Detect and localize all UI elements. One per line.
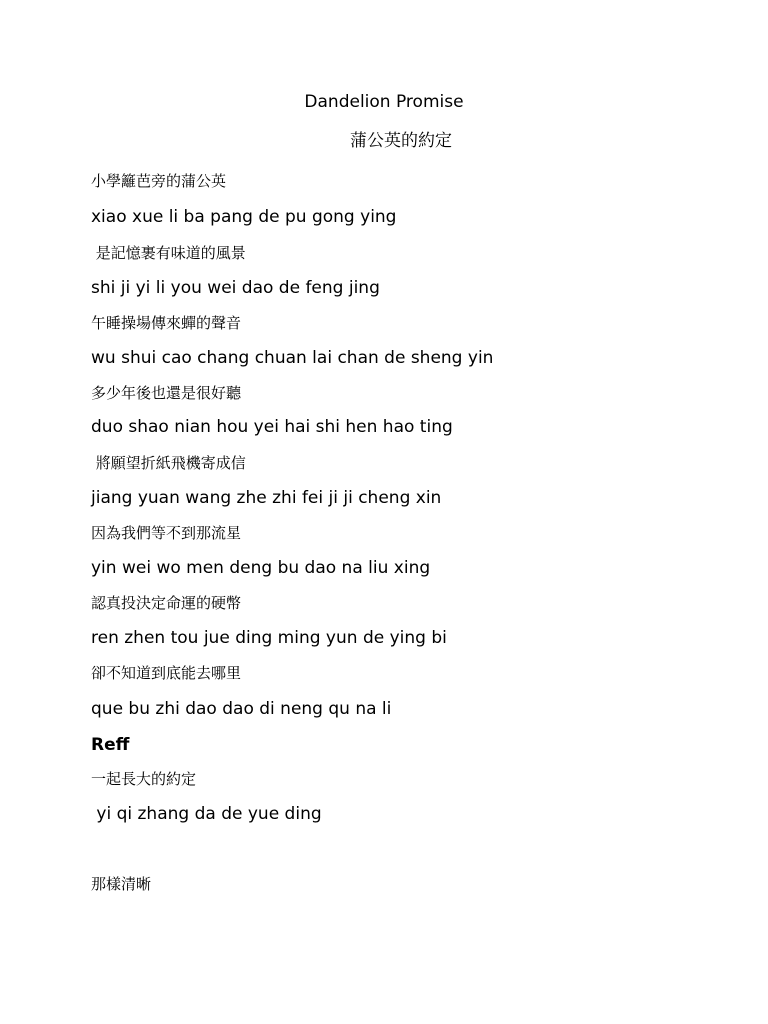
lyric-line: 多少年後也還是很好聽 — [91, 384, 242, 402]
lyric-line: 那樣清晰 — [91, 875, 152, 893]
title-english: Dandelion Promise — [304, 92, 464, 112]
lyric-line: 認真投決定命運的硬幣 — [91, 594, 242, 612]
lyric-line: 卻不知道到底能去哪里 — [91, 664, 242, 682]
section-heading-reff: Reff — [91, 735, 130, 755]
pinyin-line: duo shao nian hou yei hai shi hen hao ting — [91, 417, 453, 437]
lyric-line: 午睡操場傳來蟬的聲音 — [91, 314, 242, 332]
lyric-line: 小學籬芭旁的蒲公英 — [91, 172, 227, 190]
pinyin-line: xiao xue li ba pang de pu gong ying — [91, 207, 397, 227]
lyric-line: 將願望折紙飛機寄成信 — [91, 454, 246, 472]
pinyin-line: jiang yuan wang zhe zhi fei ji ji cheng xin — [91, 488, 442, 508]
lyric-line: 因為我們等不到那流星 — [91, 524, 242, 542]
pinyin-line: yi qi zhang da de yue ding — [91, 804, 322, 824]
title-chinese: 蒲公英的約定 — [350, 131, 452, 151]
pinyin-line: que bu zhi dao dao di neng qu na li — [91, 699, 392, 719]
pinyin-line: wu shui cao chang chuan lai chan de sheng yin — [91, 348, 494, 368]
pinyin-line: ren zhen tou jue ding ming yun de ying bi — [91, 628, 447, 648]
pinyin-line: shi ji yi li you wei dao de feng jing — [91, 278, 380, 298]
lyric-line: 一起長大的約定 — [91, 770, 197, 788]
pinyin-line: yin wei wo men deng bu dao na liu xing — [91, 558, 431, 578]
lyric-line: 是記憶裹有味道的風景 — [91, 244, 246, 262]
